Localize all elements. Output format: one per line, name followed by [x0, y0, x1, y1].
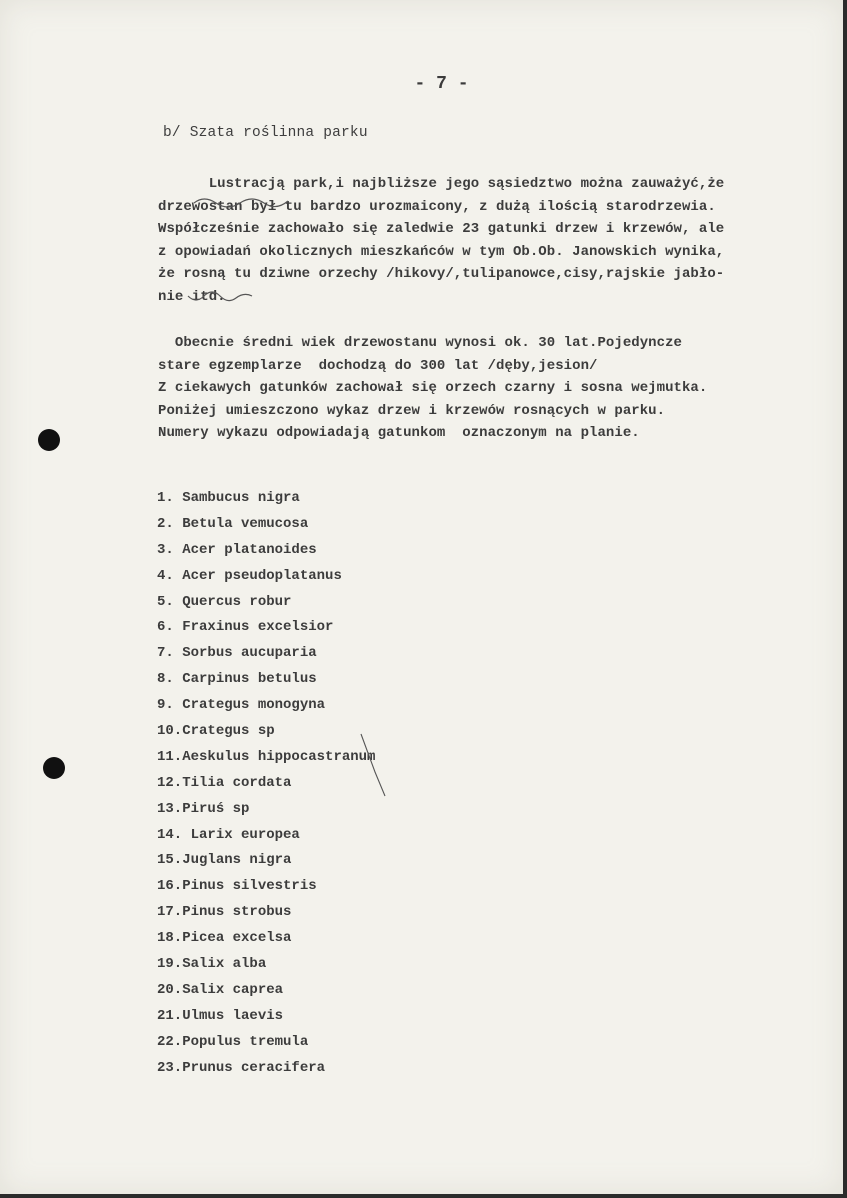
species-name: Betula vemucosa [173, 515, 309, 532]
list-item [157, 615, 375, 641]
species-number: 18. [157, 930, 183, 947]
section-heading: b/ Szata roślinna parku [163, 125, 368, 141]
list-item [157, 512, 375, 538]
species-number: 6. [157, 619, 174, 636]
paragraph-line: Numery wykazu odpowiadają gatunkom oznaczonym na planie. [158, 425, 640, 441]
species-name: Ulmus laevis [182, 1007, 284, 1024]
species-list [157, 486, 375, 1081]
species-number: 11. [157, 748, 183, 765]
species-number: 1. [157, 490, 174, 506]
species-number: 14. [157, 826, 183, 843]
list-item [157, 1030, 375, 1056]
species-name: Larix europea [182, 826, 300, 843]
species-number: 15. [157, 852, 183, 869]
list-item [157, 1004, 375, 1030]
paragraph-line: drzewostan był tu bardzo urozmaicony, z dużą ilością starodrzewia. [158, 198, 716, 215]
species-name: Pinus silvestris [182, 878, 317, 895]
species-name: Crategus monogyna [173, 697, 326, 714]
species-name: Acer pseudoplatanus [173, 567, 342, 584]
species-name: Tilia cordata [182, 774, 292, 791]
species-name: Sambucus nigra [173, 490, 300, 506]
species-number: 13. [157, 800, 183, 817]
species-name: Sorbus aucuparia [173, 645, 317, 662]
species-number: 8. [157, 671, 174, 688]
punch-hole-icon [43, 757, 65, 779]
list-item [157, 590, 375, 616]
species-name: Pinus strobus [182, 904, 292, 921]
species-name: Acer platanoides [173, 541, 317, 558]
list-item [157, 926, 375, 952]
pencil-squiggle-drzewostan [192, 195, 292, 211]
list-item [157, 797, 375, 823]
species-number: 7. [157, 645, 174, 662]
species-number: 10. [157, 723, 183, 740]
species-name: Salix caprea [182, 981, 284, 998]
list-item [157, 848, 375, 874]
paragraph-line: Z ciekawych gatunków zachował się orzech czarny i sosna wejmutka. [158, 380, 708, 396]
list-item [157, 952, 375, 978]
species-number: 22. [157, 1033, 183, 1050]
list-item [157, 823, 375, 849]
species-name: Fraxinus excelsior [173, 619, 334, 636]
list-item [157, 745, 375, 771]
species-name: Salix alba [182, 956, 267, 973]
list-item [157, 538, 375, 564]
species-number: 17. [157, 904, 183, 921]
list-item [157, 641, 375, 667]
species-number: 12. [157, 774, 183, 791]
punch-hole-icon [38, 429, 60, 451]
species-number: 2. [157, 515, 174, 532]
pencil-squiggle-rosna [186, 290, 256, 306]
species-name: Picea excelsa [182, 930, 292, 947]
species-number: 23. [157, 1059, 183, 1076]
paragraph-line: nie itd. [158, 288, 226, 305]
list-item [157, 771, 375, 797]
species-name: Juglans nigra [182, 852, 292, 869]
page-number: - 7 - [414, 74, 469, 94]
species-name: Crategus sp [182, 723, 275, 740]
species-name: Prunus ceracifera [182, 1059, 326, 1076]
list-item [157, 719, 375, 745]
species-number: 19. [157, 956, 183, 973]
paragraph-2 [158, 332, 847, 445]
paragraph-1 [158, 173, 847, 308]
list-item [157, 1056, 375, 1082]
list-item [157, 978, 375, 1004]
paragraph-line: z opowiadań okolicznych mieszkańców w tym Ob.Ob. Janowskich wynika, [158, 243, 725, 260]
species-name: Aeskulus hippocastranum [182, 748, 376, 765]
paragraph-line: Współcześnie zachowało się zaledwie 23 gatunki drzew i krzewów, ale [158, 221, 725, 237]
list-item [157, 874, 375, 900]
list-item [157, 693, 375, 719]
paragraph-line: że rosną tu dziwne orzechy /hikovy/,tulipanowce,cisy,rajskie jabło- [158, 266, 725, 282]
species-number: 16. [157, 878, 183, 895]
list-item [157, 486, 375, 512]
species-name: Carpinus betulus [173, 671, 317, 688]
species-number: 4. [157, 567, 174, 584]
species-name: Quercus robur [173, 593, 292, 610]
species-number: 5. [157, 593, 174, 610]
species-number: 3. [157, 541, 174, 558]
list-item [157, 900, 375, 926]
species-number: 21. [157, 1007, 183, 1024]
list-item [157, 564, 375, 590]
paragraph-line: Poniżej umieszczono wykaz drzew i krzewów rosnących w parku. [158, 402, 666, 419]
paragraph-line: stare egzemplarze dochodzą do 300 lat /dęby,jesion/ [158, 357, 598, 374]
species-name: Populus tremula [182, 1033, 309, 1050]
species-number: 9. [157, 697, 174, 714]
paragraph-line: Lustracją park,i najbliższe jego sąsiedztwo można zauważyć,że [158, 176, 725, 192]
list-item [157, 667, 375, 693]
species-name: Piruś sp [182, 800, 250, 817]
species-number: 20. [157, 981, 183, 998]
pencil-insertion-mark [355, 732, 395, 798]
paragraph-line: Obecnie średni wiek drzewostanu wynosi ok. 30 lat.Pojedyncze [158, 335, 682, 351]
